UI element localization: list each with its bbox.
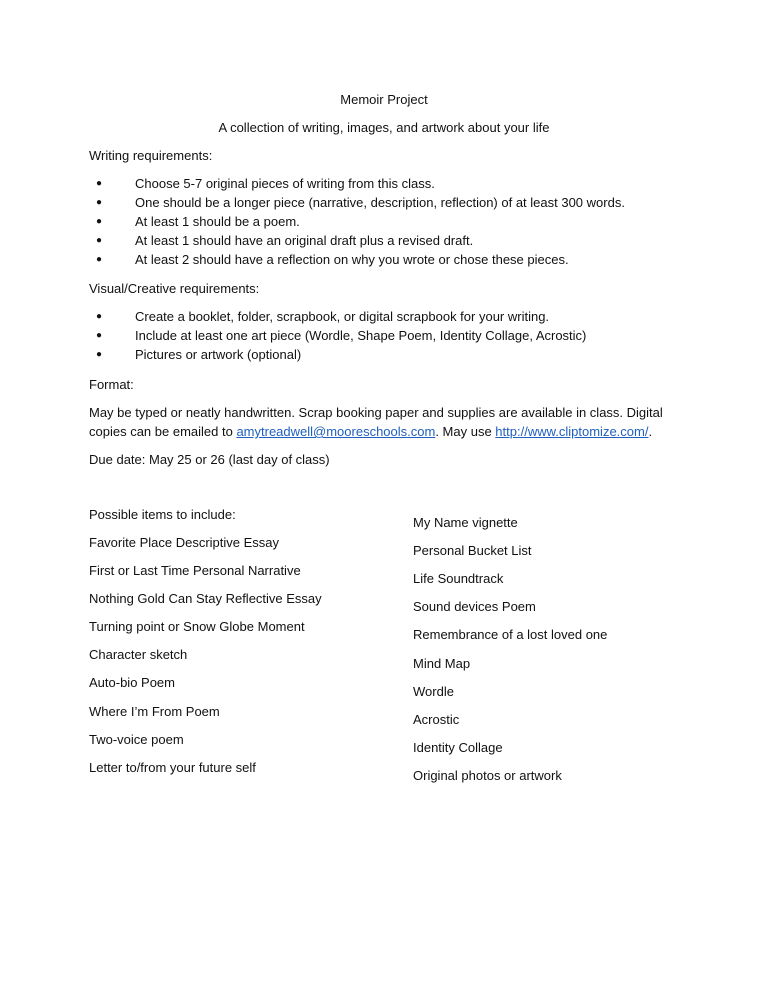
format-line-2 xyxy=(89,424,652,439)
page-subtitle: A collection of writing, images, and artwork about your life xyxy=(218,120,550,135)
visual-heading: Visual/Creative requirements: xyxy=(89,281,260,296)
email-link[interactable]: amytreadwell@mooreschools.com xyxy=(236,424,436,439)
list-item: One should be a longer piece (narrative, description, reflection) of at least 300 words. xyxy=(135,195,625,210)
bullet-icon: ● xyxy=(96,311,103,322)
list-item: Wordle xyxy=(413,684,454,699)
format-text: . xyxy=(648,424,653,439)
format-text: . May use xyxy=(435,424,496,439)
bullet-icon: ● xyxy=(96,330,103,341)
bullet-icon: ● xyxy=(96,178,103,189)
list-item: At least 1 should have an original draft plus a revised draft. xyxy=(135,233,474,248)
list-item: Choose 5-7 original pieces of writing from this class. xyxy=(135,176,435,191)
format-text: copies can be emailed to xyxy=(89,424,237,439)
list-item: Sound devices Poem xyxy=(413,599,536,614)
bullet-icon: ● xyxy=(96,235,103,246)
due-date: Due date: May 25 or 26 (last day of class) xyxy=(89,452,330,467)
list-item: Include at least one art piece (Wordle, Shape Poem, Identity Collage, Acrostic) xyxy=(135,328,587,343)
writing-heading: Writing requirements: xyxy=(89,148,213,163)
possible-heading: Possible items to include: xyxy=(89,507,236,522)
cliptomize-link[interactable]: http://www.cliptomize.com/ xyxy=(495,424,649,439)
format-heading: Format: xyxy=(89,377,134,392)
list-item: First or Last Time Personal Narrative xyxy=(89,563,301,578)
bullet-icon: ● xyxy=(96,349,103,360)
list-item: Character sketch xyxy=(89,647,188,662)
list-item: Acrostic xyxy=(413,712,460,727)
list-item: Pictures or artwork (optional) xyxy=(135,347,302,362)
list-item: Identity Collage xyxy=(413,740,503,755)
list-item: Original photos or artwork xyxy=(413,768,562,783)
list-item: Turning point or Snow Globe Moment xyxy=(89,619,305,634)
page-title: Memoir Project xyxy=(340,92,428,107)
list-item: Letter to/from your future self xyxy=(89,760,256,775)
list-item: At least 2 should have a reflection on why you wrote or chose these pieces. xyxy=(135,252,569,267)
bullet-icon: ● xyxy=(96,254,103,265)
list-item: Mind Map xyxy=(413,656,471,671)
list-item: Favorite Place Descriptive Essay xyxy=(89,535,280,550)
list-item: Nothing Gold Can Stay Reflective Essay xyxy=(89,591,322,606)
list-item: Create a booklet, folder, scrapbook, or digital scrapbook for your writing. xyxy=(135,309,550,324)
list-item: At least 1 should be a poem. xyxy=(135,214,300,229)
bullet-icon: ● xyxy=(96,197,103,208)
format-line-1: May be typed or neatly handwritten. Scrap booking paper and supplies are available in class. Digital xyxy=(89,405,663,420)
list-item: Auto-bio Poem xyxy=(89,675,175,690)
list-item: My Name vignette xyxy=(413,515,518,530)
list-item: Life Soundtrack xyxy=(413,571,504,586)
list-item: Remembrance of a lost loved one xyxy=(413,627,608,642)
list-item: Where I’m From Poem xyxy=(89,704,220,719)
list-item: Two-voice poem xyxy=(89,732,184,747)
list-item: Personal Bucket List xyxy=(413,543,532,558)
bullet-icon: ● xyxy=(96,216,103,227)
